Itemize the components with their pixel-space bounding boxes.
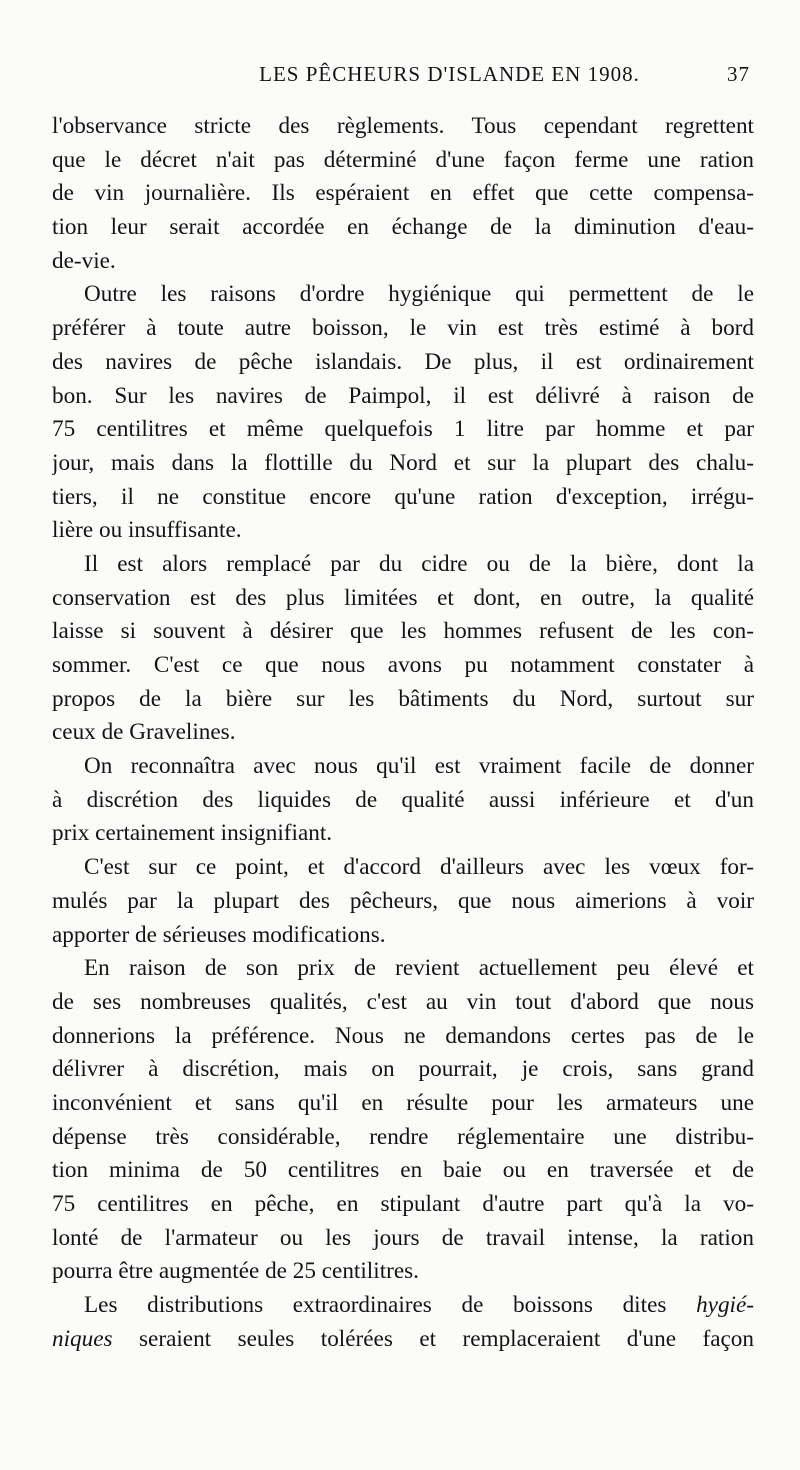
italic-word: hygié- xyxy=(696,1292,754,1319)
page-number: 37 xyxy=(727,62,750,86)
running-header xyxy=(52,62,750,92)
text-line: On reconnaîtra avec nous qu'il est vraiment facile de donner xyxy=(84,753,754,780)
text-line: laisse si souvent à désirer que les hommes refusent de les con- xyxy=(52,618,754,645)
text-line: jour, mais dans la flottille du Nord et sur la plupart des chalu- xyxy=(52,449,754,476)
text-line: à discrétion des liquides de qualité aussi inférieure et d'un xyxy=(52,786,754,813)
text-line: tion minima de 50 centilitres en baie ou en traversée et de xyxy=(52,1157,754,1184)
italic-word: niques xyxy=(52,1325,113,1352)
body-text xyxy=(52,110,754,1356)
text-line: conservation est des plus limitées et dont, en outre, la qualité xyxy=(52,584,754,611)
text-line: bon. Sur les navires de Paimpol, il est délivré à raison de xyxy=(52,382,754,409)
running-title: LES PÊCHEURS D'ISLANDE EN 1908. xyxy=(259,62,640,86)
text-line: de ses nombreuses qualités, c'est au vin tout d'abord que nous xyxy=(52,988,754,1015)
text-line: 75 centilitres et même quelquefois 1 litre par homme et par xyxy=(52,416,754,443)
text-line-lead: Les distributions extraordinaires de boissons dites xyxy=(84,1292,697,1319)
text-line: préférer à toute autre boisson, le vin est très estimé à bord xyxy=(52,315,754,342)
text-line: inconvénient et sans qu'il en résulte pour les armateurs une xyxy=(52,1089,754,1116)
text-line: Il est alors remplacé par du cidre ou de la bière, dont la xyxy=(84,550,754,577)
text-line: En raison de son prix de revient actuellement peu élevé et xyxy=(84,955,754,982)
text-line: l'observance stricte des règlements. Tous cependant regrettent xyxy=(52,113,754,139)
text-line: des navires de pêche islandais. De plus, il est ordinairement xyxy=(52,348,754,375)
text-line: dépense très considérable, rendre réglementaire une distribu- xyxy=(52,1123,754,1150)
text-line: que le décret n'ait pas déterminé d'une façon ferme une ration xyxy=(52,146,754,173)
text-line: ceux de Gravelines. xyxy=(52,719,236,746)
text-line: de vin journalière. Ils espéraient en effet que cette compensa- xyxy=(52,180,754,207)
text-line: tion leur serait accordée en échange de la diminution d'eau- xyxy=(52,214,754,241)
text-line: pourra être augmentée de 25 centilitres. xyxy=(52,1258,419,1285)
text-line: donnerions la préférence. Nous ne demandons certes pas de le xyxy=(52,1022,754,1049)
text-line: propos de la bière sur les bâtiments du Nord, surtout sur xyxy=(52,685,754,712)
text-line: tiers, il ne constitue encore qu'une ration d'exception, irrégu- xyxy=(52,483,754,510)
text-line xyxy=(52,1289,754,1323)
text-line: lonté de l'armateur ou les jours de travail intense, la ration xyxy=(52,1224,754,1251)
text-line: lière ou insuffisante. xyxy=(52,517,242,544)
text-line-rest: seraient seules tolérées et remplaceraient d'une façon xyxy=(112,1325,754,1352)
text-line: de-vie. xyxy=(52,247,116,274)
text-line: C'est sur ce point, et d'accord d'ailleurs avec les vœux for- xyxy=(84,854,754,881)
text-line: 75 centilitres en pêche, en stipulant d'autre part qu'à la vo- xyxy=(52,1191,754,1217)
text-line: délivrer à discrétion, mais on pourrait, je crois, sans grand xyxy=(52,1056,754,1083)
text-line: mulés par la plupart des pêcheurs, que nous aimerions à voir xyxy=(52,887,754,914)
text-line xyxy=(52,1323,754,1357)
text-line: apporter de sérieuses modifications. xyxy=(52,921,386,948)
text-line: sommer. C'est ce que nous avons pu notamment constater à xyxy=(52,652,754,678)
text-line: prix certainement insignifiant. xyxy=(52,820,333,847)
text-line: Outre les raisons d'ordre hygiénique qui permettent de le xyxy=(84,281,754,308)
